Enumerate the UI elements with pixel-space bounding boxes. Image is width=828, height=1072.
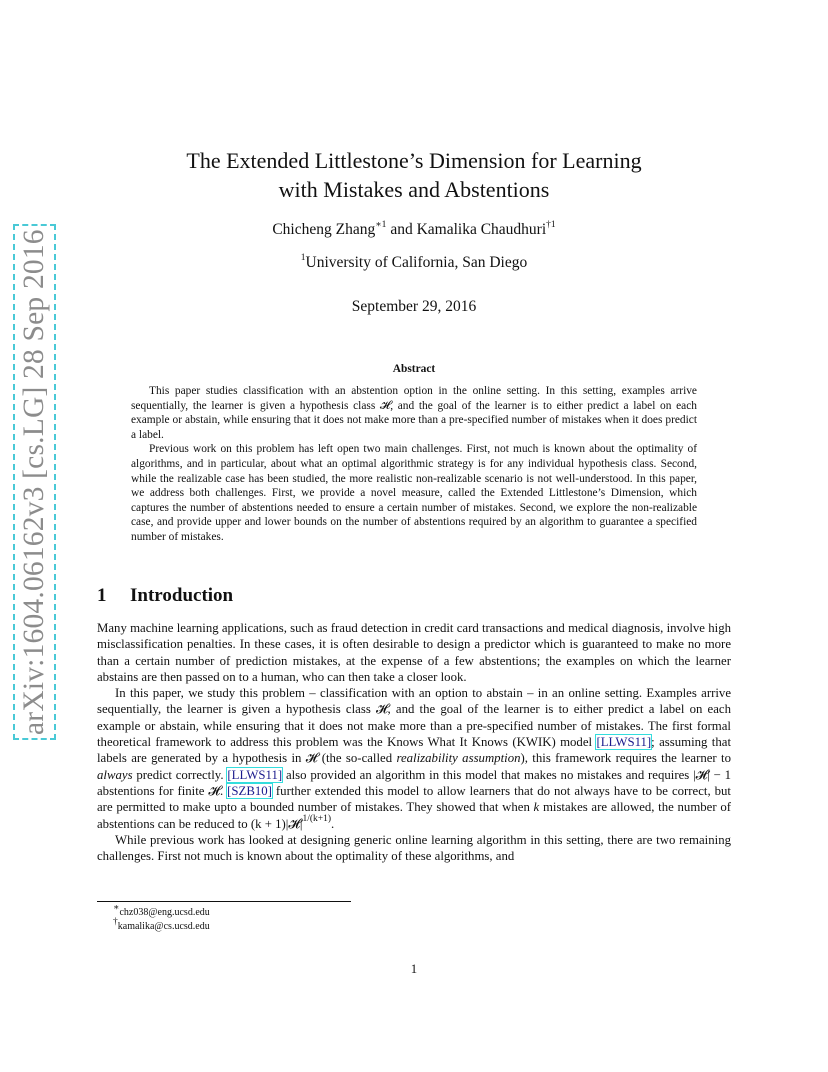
footnote-mark: ∗ xyxy=(113,902,120,913)
section-heading xyxy=(97,585,233,607)
affiliation xyxy=(150,254,678,272)
body-text: predict correctly. xyxy=(132,767,228,782)
citation-link[interactable]: [SZB10] xyxy=(227,783,272,798)
emphasized-text: always xyxy=(97,767,133,782)
abstract-body xyxy=(131,384,697,545)
footnotes xyxy=(113,902,210,934)
body-paragraph xyxy=(97,685,731,832)
body-text: ), this framework requires the learner to xyxy=(520,751,731,766)
arxiv-identifier-stamp[interactable]: arXiv:1604.06162v3 [cs.LG] 28 Sep 2016 xyxy=(18,229,50,735)
author-name: Kamalika Chaudhuri xyxy=(416,221,547,238)
footnote-email: kamalika@cs.ucsd.edu xyxy=(117,921,210,932)
section-title: Introduction xyxy=(130,585,234,606)
section-number: 1 xyxy=(97,585,107,606)
section-body xyxy=(97,620,731,864)
abstract-paragraph: Previous work on this problem has left open two main challenges. First, not much is known about the optimality of algorithms, and in particular, about what an optimal algorithmic strategy is for any individual hypothesis class. Second, while the realizable case has been studied, the more realistic non-realizable scenario is not well-understood. In this paper, we address both challenges. First, we provide a novel measure, called the Extended Littlestone’s Dimension, which captures the number of abstentions needed to ensure a certain number of mistakes. Second, we explore the non-realizable case, and provide upper and lower bounds on the number of abstentions required by an algorithm to guarantee a specified number of mistakes. xyxy=(131,443,697,543)
footnote-mark: † xyxy=(113,916,118,927)
footnote-rule xyxy=(97,901,351,902)
author-list xyxy=(150,221,678,239)
body-text: also provided an algorithm in this model that makes no mistakes and requires |𝓗| − 1 abstentions for finite 𝓗. xyxy=(97,767,731,798)
body-paragraph: While previous work has looked at designing generic online learning algorithm in this setting, there are two remaining challenges. First not much is known about the optimality of these algorithms, and xyxy=(97,832,731,864)
math-exponent: 1/(k+1) xyxy=(302,814,332,825)
affiliation-name: University of California, San Diego xyxy=(305,254,528,271)
author-separator: and xyxy=(386,221,417,238)
paper-date: September 29, 2016 xyxy=(351,298,477,315)
body-text: further extended this model to allow learners that do not always have to be correct, but are permitted to make upto a bounded number of mistakes. They showed that when xyxy=(97,783,731,815)
title-line-1: The Extended Littlestone’s Dimension for Learning xyxy=(186,148,642,173)
paper-title xyxy=(150,146,678,204)
body-text: mistakes are allowed, the number of abstentions can be reduced to (k + 1)|𝓗| xyxy=(97,800,731,831)
body-paragraph: Many machine learning applications, such as fraud detection in credit card transactions and medical diagnosis, involve high misclassification penalties. In these cases, it is often desirable to design a predictor which is guaranteed to make no more than a certain number of prediction mistakes, at the expense of a few abstentions; the examples on which the learner abstains are then passed on to a human, who can then take a closer look. xyxy=(97,621,731,684)
author-footnote-mark: ∗1 xyxy=(375,219,387,230)
affiliation-mark: 1 xyxy=(300,252,306,263)
footnote xyxy=(113,902,210,920)
title-line-2: with Mistakes and Abstentions xyxy=(278,177,550,202)
body-text: In this paper, we study this problem – classification with an option to abstain – in an online setting. Examples arrive sequentially, the learner is given a hypothesis class 𝓗, and the goal of the learner is to either predict a label on each example or abstain, while ensuring that it does not make more than a pre-specified number of mistakes. The first formal theoretical framework to address this problem was the Knows What It Knows (KWIK) model xyxy=(97,686,731,750)
author-name: Chicheng Zhang xyxy=(272,221,376,238)
body-text: ; assuming that labels are generated by a hypothesis in 𝓗 (the so-called xyxy=(97,735,731,766)
footnote xyxy=(113,916,210,934)
emphasized-text: realizability assumption xyxy=(396,751,521,766)
abstract-heading: Abstract xyxy=(392,363,436,375)
page-number: 1 xyxy=(410,962,418,976)
abstract-paragraph: This paper studies classification with an abstention option in the online setting. In this setting, examples arrive sequentially, the learner is given a hypothesis class 𝓗, and the goal of the learner is to either predict a label on each example or abstain, while ensuring that it does not make more than a pre-specified number of mistakes when it does predict a label. xyxy=(131,385,697,441)
author-footnote-mark: †1 xyxy=(546,219,556,230)
math-variable: k xyxy=(533,800,540,815)
footnote-email: chz038@eng.ucsd.edu xyxy=(119,907,210,918)
citation-link[interactable]: [LLWS11] xyxy=(227,767,283,782)
citation-link[interactable]: [LLWS11] xyxy=(596,735,652,750)
body-text: . xyxy=(331,816,335,831)
